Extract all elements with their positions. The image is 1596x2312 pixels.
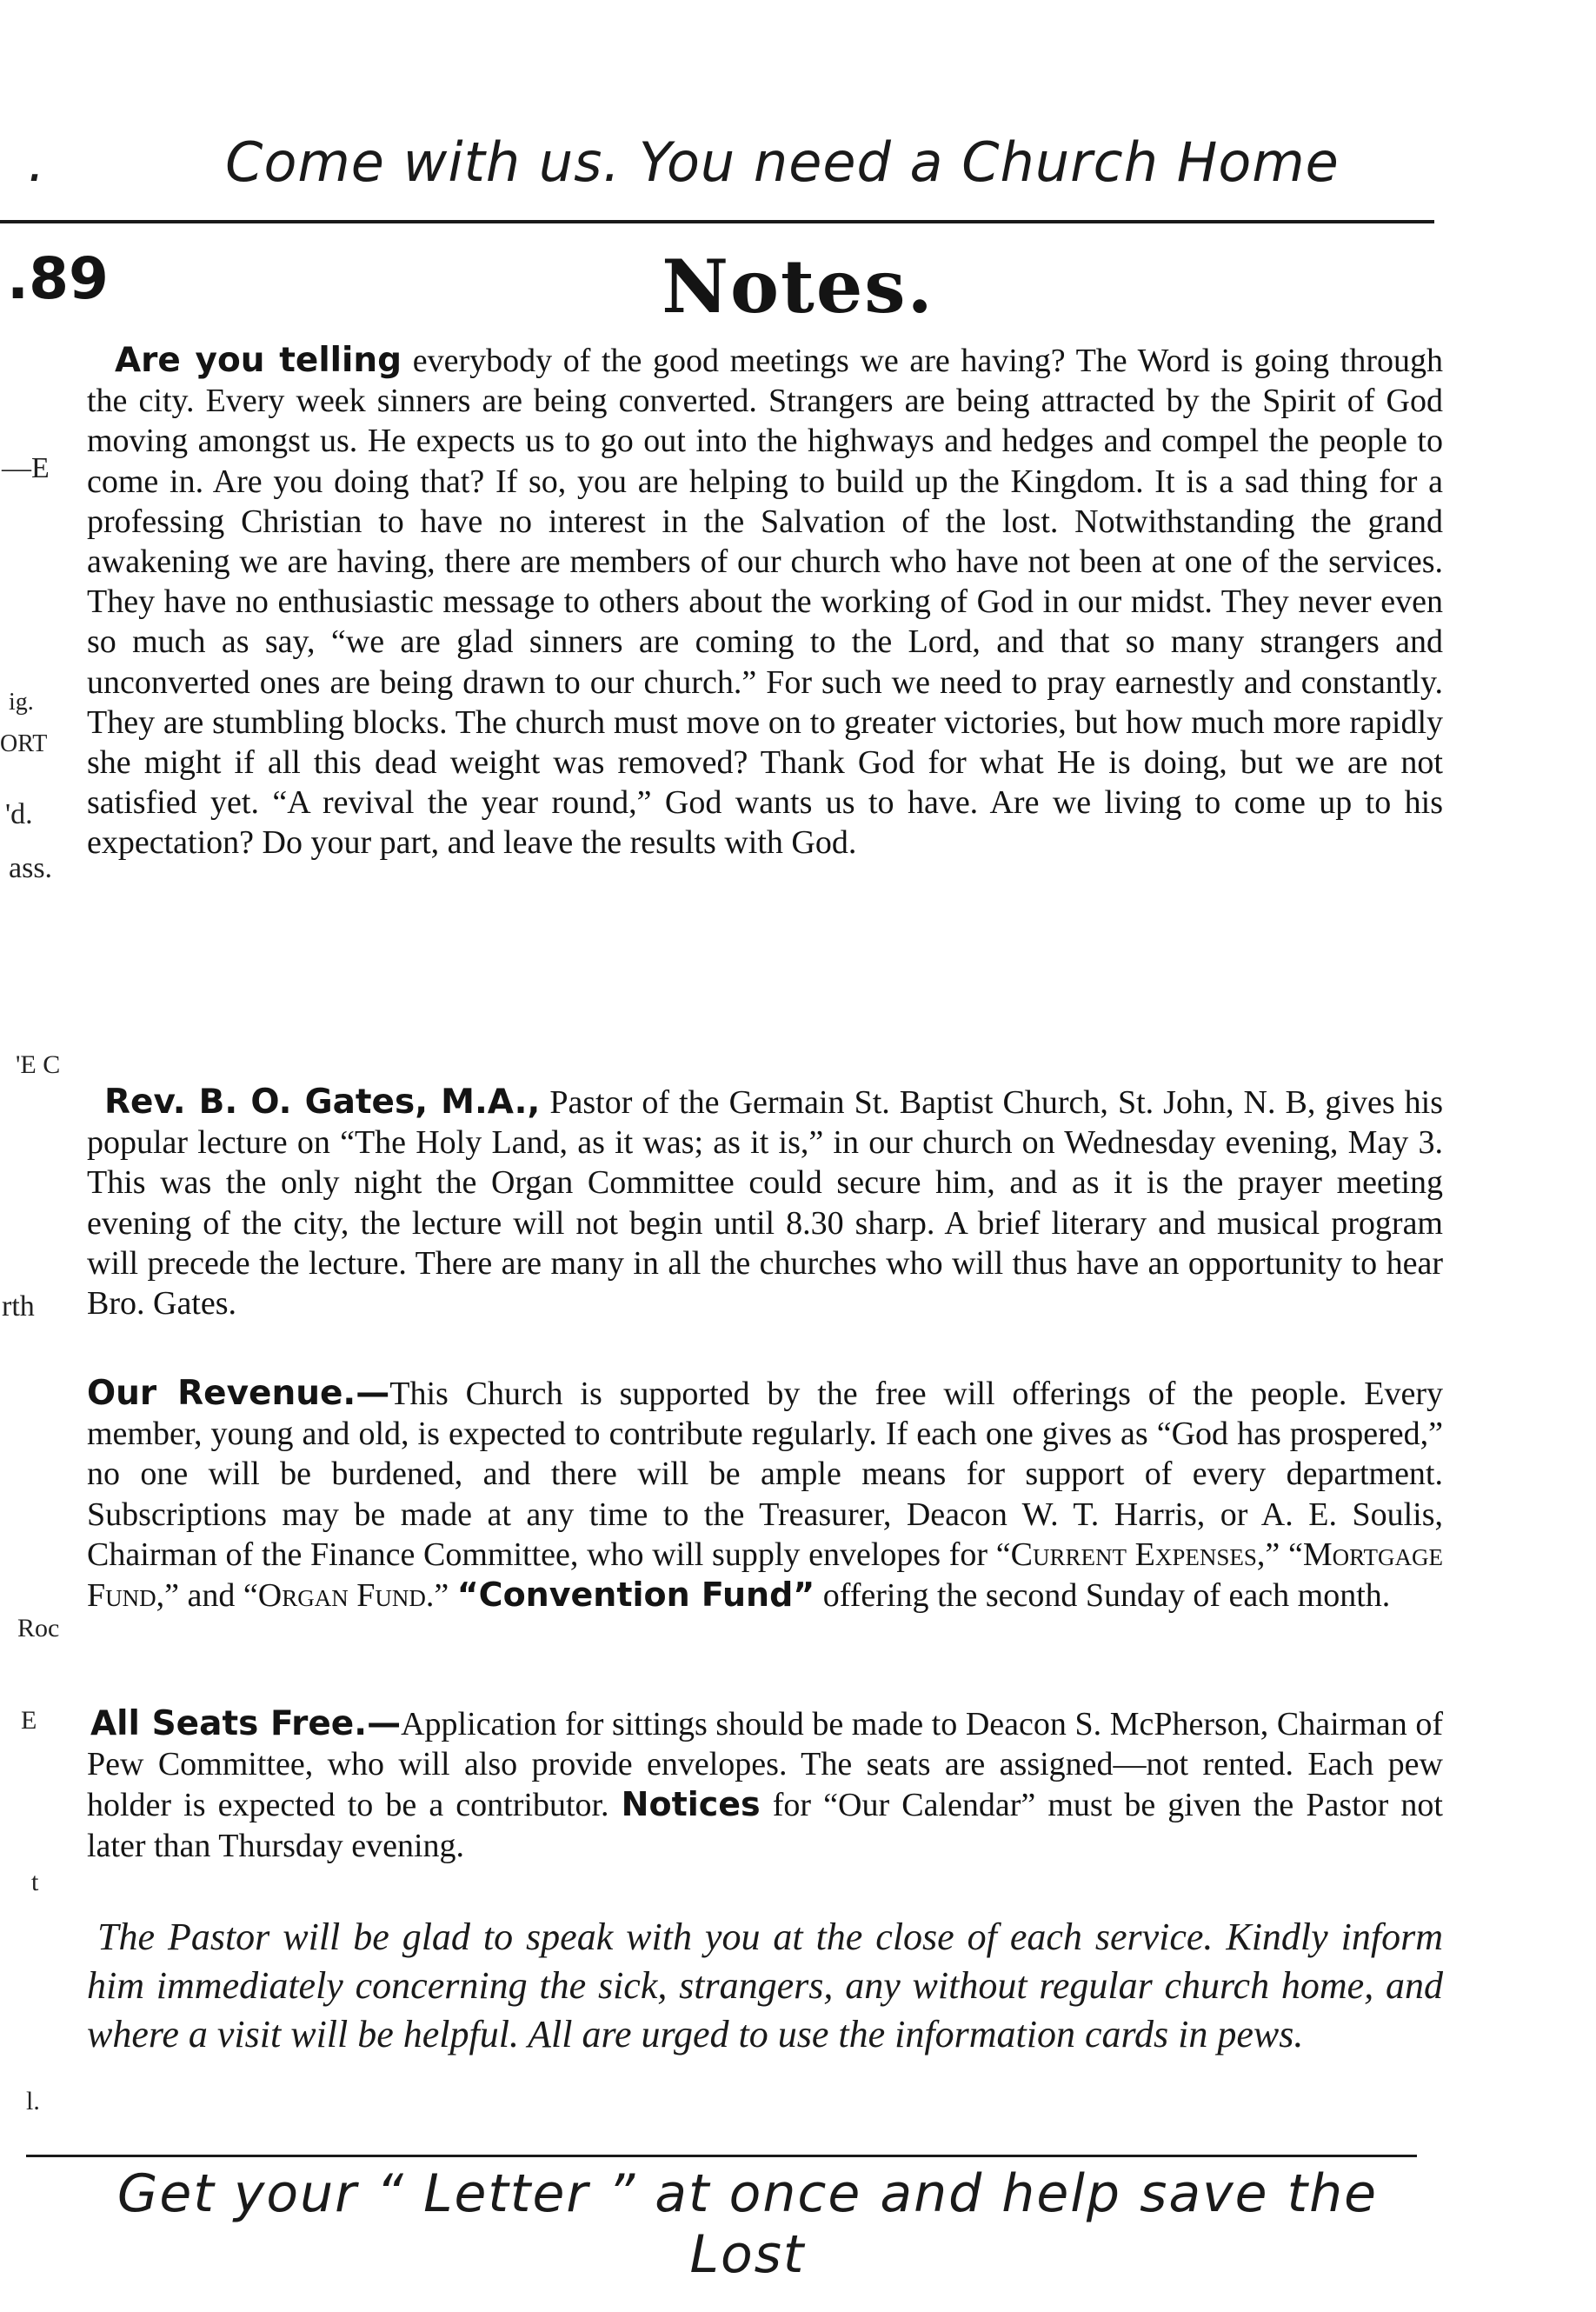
paragraph-text: This Church is supported by the free will offerings of the people. Every member, young and old, is expected to contribute regularly. If each one gives as “God has prospered,” no one will be burdened, and there will be ample means for support of every department. Subscriptions may be made at any time to the Treasurer, Deacon W. T. Harris, or A. E. Soulis, Chairman of the Finance Committee, who will supply envelopes for “ (87, 1376, 1443, 1573)
section-title: Notes. (662, 243, 934, 330)
paragraph-text: Application for sittings should be made to Deacon S. McPherson, Chairman of Pew Committee, who will also provide envelopes. The seats are assigned—not rented. Each pew holder is expected to be a contributor. (87, 1706, 1443, 1824)
margin-fragment: 'd. (5, 798, 33, 830)
margin-fragment: ORT (0, 730, 48, 757)
paragraph-text: offering the second Sunday of each month. (815, 1577, 1391, 1615)
header-dot: . (28, 130, 46, 194)
notes-paragraph-revenue (87, 1374, 1443, 1616)
footer-rule (26, 2155, 1417, 2157)
notes-paragraph-seats (87, 1704, 1443, 1866)
paragraph-text: .” (425, 1577, 457, 1615)
margin-fragment: t (31, 1868, 39, 1896)
margin-fragment: —E (2, 452, 50, 484)
paragraph-lead: Rev. B. O. Gates, M.A., (104, 1083, 541, 1122)
page-number: .89 (7, 245, 109, 312)
fund-name: Mortgage Fund (87, 1536, 1444, 1615)
header-slogan: Come with us. You need a Church Home (225, 130, 1340, 194)
fund-name: Current Expenses (1010, 1536, 1257, 1573)
margin-fragment: ig. (9, 689, 34, 716)
paragraph-lead: Are you telling (115, 341, 402, 380)
page-footer: Get your “ Letter ” at once and help save the Lost (116, 2163, 1379, 2285)
margin-fragment: Roc (17, 1614, 60, 1642)
convention-fund-label: “Convention Fund” (456, 1576, 815, 1615)
notices-label: Notices (621, 1785, 761, 1824)
margin-fragment: rth (2, 1290, 35, 1323)
notes-paragraph-gates-lecture (87, 1083, 1443, 1323)
margin-fragment: E (21, 1706, 37, 1735)
paragraph-lead: All Seats Free.— (90, 1704, 402, 1743)
margin-fragment: 'E C (16, 1050, 61, 1079)
margin-fragment: ass. (9, 852, 53, 884)
notes-paragraph-telling (87, 341, 1443, 863)
pastor-note: The Pastor will be glad to speak with you at the close of each service. Kindly inform him immediately concerning the sick, strangers, any without regular church home, and where a visit will be helpful. All are urged to use the information cards in pews. (87, 1916, 1443, 2055)
paragraph-text: ,” and “ (156, 1577, 258, 1615)
paragraph-text: Pastor of the Germain St. Baptist Church, St. John, N. B, gives his popular lecture on “The Holy Land, as it was; as it is,” in our church on Wednesday evening, May 3. This was the only night the Organ Committee could secure him, and as it is the prayer meeting evening of the city, the lecture will not begin until 8.30 sharp. A brief literary and musical program will precede the lecture. There are many in all the churches who will thus have an opportunity to hear Bro. Gates. (87, 1084, 1443, 1323)
paragraph-text: for “Our Calendar” must be given the Pastor not later than Thursday evening. (87, 1787, 1443, 1864)
header-rule (0, 220, 1434, 223)
margin-fragment: l. (26, 2087, 40, 2115)
page-header (28, 130, 1434, 194)
paragraph-text: ,” “ (1256, 1536, 1303, 1573)
paragraph-lead: Our Revenue.— (87, 1374, 390, 1413)
paragraph-text: everybody of the good meetings we are having? The Word is going through the city. Every week sinners are being converted. Strangers are being attracted by the Spirit of God moving amongst us. He expects us to go out into the highways and hedges and compel the people to come in. Are you doing that? If so, you are helping to build up the Kingdom. It is a sad thing for a professing Christian to have no interest in the Salvation of the lost. Notwithstanding the grand awakening we are having, there are members of our church who have not been at one of the services. They have no enthusiastic message to others about the working of God in our midst. They never even so much as say, “we are glad sinners are coming to the Lord, and that so many strangers and unconverted ones are being drawn to our church.” For such we need to pray earnestly and constantly. They are stumbling blocks. The church must move on to greater victories, but how much more rapidly she might if all this dead weight was removed? Thank God for what He is doing, but we are not satisfied yet. “A revival the year round,” God wants us to have. Are we living to come up to his expectation? Do your part, and leave the results with God. (87, 343, 1444, 862)
fund-name: Organ Fund (257, 1577, 426, 1615)
